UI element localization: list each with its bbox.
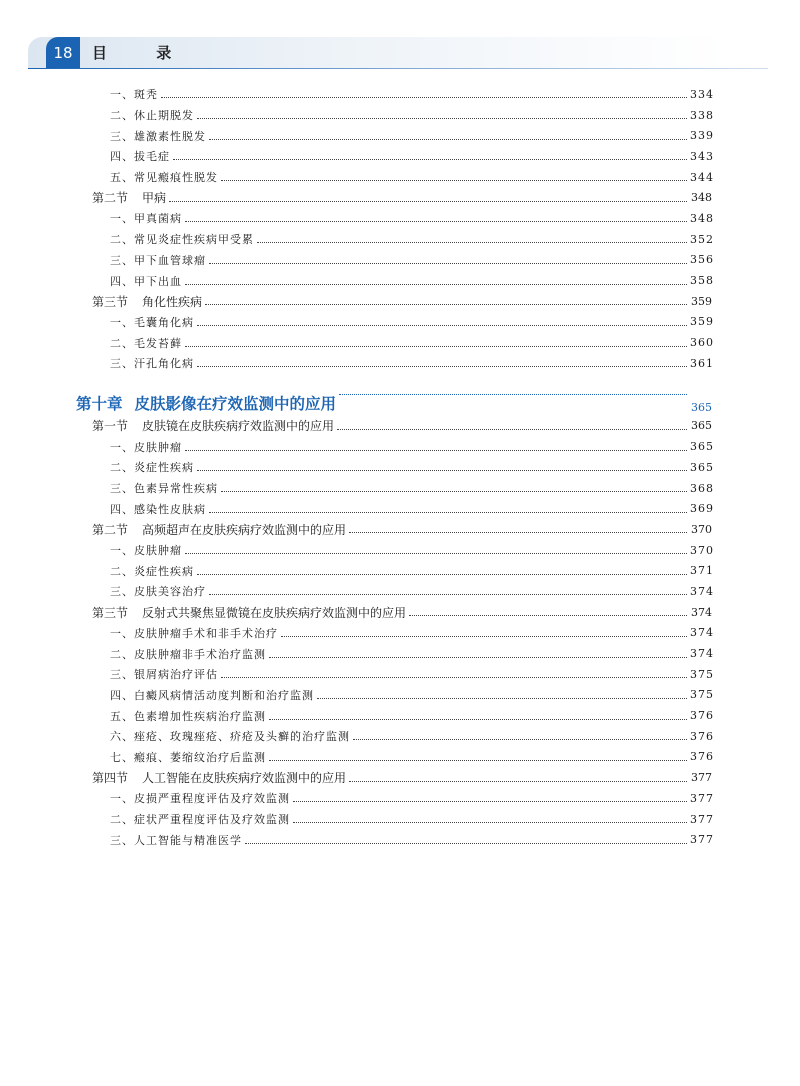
dot-leader: [205, 303, 687, 305]
toc-entry-label: 一、甲真菌病: [110, 212, 182, 226]
dot-leader: [209, 511, 687, 513]
toc-entry-label: [92, 521, 346, 538]
toc-section-row[interactable]: [0, 767, 800, 788]
toc-item-row[interactable]: [0, 167, 800, 188]
toc-entry-label: 四、拔毛症: [110, 150, 170, 164]
toc-entry-label: 三、银屑病治疗评估: [110, 668, 218, 682]
toc-page-number: 360: [690, 336, 714, 350]
toc-item-row[interactable]: [0, 643, 800, 664]
toc-entry-label: 四、感染性皮肤病: [110, 502, 206, 516]
dot-leader: [293, 800, 687, 802]
toc-page-number: 374: [691, 605, 712, 619]
dot-leader: [337, 428, 687, 430]
toc-section-row[interactable]: [0, 416, 800, 437]
dot-leader: [169, 200, 687, 202]
toc-entry-label: 二、症状严重程度评估及疗效监测: [110, 813, 290, 827]
toc-entry-label: 二、常见炎症性疾病甲受累: [110, 233, 254, 247]
toc-item-row[interactable]: [0, 353, 800, 374]
toc-page-number: 361: [690, 356, 714, 370]
toc-page-number: 368: [690, 481, 714, 495]
table-of-contents: [0, 84, 800, 850]
toc-entry-label: 七、瘢痕、萎缩纹治疗后监测: [110, 750, 266, 764]
toc-entry-title: 甲病: [142, 191, 167, 206]
toc-item-row[interactable]: [0, 312, 800, 333]
toc-entry-number: 第三节: [92, 294, 129, 309]
toc-page-number: 375: [690, 688, 714, 702]
dot-leader: [221, 676, 687, 678]
toc-section-row[interactable]: [0, 519, 800, 540]
toc-entry-title: 人工智能在皮肤疾病疗效监测中的应用: [142, 771, 347, 786]
dot-leader: [409, 614, 687, 616]
toc-entry-label: 六、痤疮、玫瑰痤疮、疥疮及头癣的治疗监测: [110, 730, 350, 744]
toc-page-number: 338: [690, 108, 714, 122]
page-header: [0, 0, 800, 80]
toc-entry-label: [92, 604, 406, 621]
dot-leader: [197, 365, 687, 367]
toc-item-row[interactable]: [0, 581, 800, 602]
toc-item-row[interactable]: [0, 623, 800, 644]
toc-entry-label: 一、毛囊角化病: [110, 315, 194, 329]
toc-entry-label: 一、皮损严重程度评估及疗效监测: [110, 792, 290, 806]
toc-item-row[interactable]: [0, 664, 800, 685]
dot-leader: [185, 449, 687, 451]
dot-leader: [221, 490, 687, 492]
toc-page-number: 374: [690, 584, 714, 598]
toc-entry-label: 一、皮肤肿瘤手术和非手术治疗: [110, 626, 278, 640]
dot-leader: [197, 117, 687, 119]
dot-leader: [339, 393, 687, 395]
toc-item-row[interactable]: [0, 332, 800, 353]
toc-page-number: 377: [690, 791, 714, 805]
toc-section-row[interactable]: [0, 291, 800, 312]
toc-entry-label: 三、汗孔角化病: [110, 357, 194, 371]
toc-page-number: 376: [690, 729, 714, 743]
toc-page-number: 375: [690, 667, 714, 681]
toc-entry-title: 角化性疾病: [142, 294, 203, 309]
toc-page-number: 334: [690, 87, 714, 101]
dot-leader: [221, 179, 687, 181]
toc-entry-number: 第二节: [92, 522, 129, 537]
toc-entry-label: 三、人工智能与精准医学: [110, 833, 242, 847]
toc-entry-label: 一、皮肤肿瘤: [110, 544, 182, 558]
toc-item-row[interactable]: [0, 270, 800, 291]
toc-page-number: 376: [690, 709, 714, 723]
dot-leader: [349, 531, 687, 533]
toc-item-row[interactable]: [0, 208, 800, 229]
toc-item-row[interactable]: [0, 436, 800, 457]
toc-entry-label: 二、炎症性疾病: [110, 564, 194, 578]
toc-chapter-row[interactable]: [0, 382, 800, 416]
dot-leader: [185, 283, 687, 285]
toc-entry-label: 四、白癜风病情活动度判断和治疗监测: [110, 688, 314, 702]
toc-item-row[interactable]: [0, 498, 800, 519]
dot-leader: [269, 759, 687, 761]
toc-page-number: 371: [690, 564, 714, 578]
page-title: 目 录: [92, 44, 194, 62]
dot-leader: [197, 469, 687, 471]
dot-leader: [173, 158, 687, 160]
toc-item-row[interactable]: [0, 685, 800, 706]
dot-leader: [281, 635, 687, 637]
toc-entry-label: 四、甲下出血: [110, 274, 182, 288]
toc-entry-label: 二、炎症性疾病: [110, 461, 194, 475]
toc-entry-label: 三、雄激素性脱发: [110, 129, 206, 143]
toc-item-row[interactable]: [0, 146, 800, 167]
toc-entry-label: [92, 769, 346, 786]
toc-entry-number: 第三节: [92, 605, 129, 620]
toc-entry-label: 三、皮肤美容治疗: [110, 585, 206, 599]
toc-entry-label: 五、色素增加性疾病治疗监测: [110, 709, 266, 723]
toc-item-row[interactable]: [0, 540, 800, 561]
toc-page-number: 365: [690, 460, 714, 474]
toc-entry-title: 皮肤镜在皮肤疾病疗效监测中的应用: [142, 419, 335, 434]
dot-leader: [317, 697, 687, 699]
toc-page-number: 352: [690, 232, 714, 246]
dot-leader: [245, 842, 687, 844]
toc-entry-number: 第一节: [92, 419, 129, 434]
dot-leader: [269, 718, 687, 720]
toc-entry-number: 第二节: [92, 191, 129, 206]
toc-entry-label: 三、色素异常性疾病: [110, 482, 218, 496]
dot-leader: [161, 96, 687, 98]
toc-section-row[interactable]: [0, 187, 800, 208]
dot-leader: [185, 345, 687, 347]
page-number-badge: 18: [46, 37, 80, 69]
toc-entry-title: 皮肤影像在疗效监测中的应用: [134, 393, 337, 413]
toc-item-row[interactable]: [0, 105, 800, 126]
toc-item-row[interactable]: [0, 478, 800, 499]
toc-item-row[interactable]: [0, 125, 800, 146]
toc-page-number: 359: [690, 315, 714, 329]
dot-leader: [197, 324, 687, 326]
toc-page-number: 377: [691, 771, 712, 785]
toc-page-number: 369: [690, 502, 714, 516]
dot-leader: [209, 138, 687, 140]
toc-page-number: 339: [690, 129, 714, 143]
toc-entry-label: [92, 293, 202, 310]
toc-page-number: 358: [690, 274, 714, 288]
dot-leader: [269, 656, 687, 658]
toc-page-number: 359: [691, 294, 712, 308]
toc-page-number: 374: [690, 626, 714, 640]
dot-leader: [257, 241, 687, 243]
toc-entry-label: 二、休止期脱发: [110, 109, 194, 123]
toc-section-row[interactable]: [0, 602, 800, 623]
toc-entry-label: 五、常见瘢痕性脱发: [110, 171, 218, 185]
toc-entry-label: 一、皮肤肿瘤: [110, 440, 182, 454]
toc-page-number: 365: [691, 419, 712, 433]
toc-entry-label: 一、斑秃: [110, 88, 158, 102]
toc-entry-title: 高频超声在皮肤疾病疗效监测中的应用: [142, 522, 347, 537]
toc-page-number: 370: [690, 543, 714, 557]
toc-page-number: 377: [690, 812, 714, 826]
toc-entry-number: 第四节: [92, 771, 129, 786]
toc-item-row[interactable]: [0, 250, 800, 271]
toc-item-row[interactable]: [0, 229, 800, 250]
toc-entry-number: 第十章: [76, 393, 123, 413]
dot-leader: [349, 780, 687, 782]
toc-page-number: 376: [690, 750, 714, 764]
toc-item-row[interactable]: [0, 726, 800, 747]
toc-item-row[interactable]: [0, 809, 800, 830]
toc-item-row[interactable]: [0, 84, 800, 105]
toc-page-number: 370: [691, 522, 712, 536]
dot-leader: [353, 738, 687, 740]
toc-entry-label: 二、皮肤肿瘤非手术治疗监测: [110, 647, 266, 661]
dot-leader: [197, 573, 687, 575]
dot-leader: [293, 821, 687, 823]
toc-entry-label: 二、毛发苔藓: [110, 336, 182, 350]
toc-entry-title: 反射式共聚焦显微镜在皮肤疾病疗效监测中的应用: [142, 605, 407, 620]
toc-page-number: 348: [691, 191, 712, 205]
toc-page-number: 344: [690, 170, 714, 184]
dot-leader: [209, 262, 687, 264]
toc-page-number: 365: [691, 400, 712, 414]
dot-leader: [185, 552, 687, 554]
toc-item-row[interactable]: [0, 747, 800, 768]
toc-page-number: 348: [690, 211, 714, 225]
toc-item-row[interactable]: [0, 560, 800, 581]
toc-page-number: 343: [690, 149, 714, 163]
dot-leader: [209, 593, 687, 595]
toc-entry-label: 三、甲下血管球瘤: [110, 253, 206, 267]
toc-page-number: 377: [690, 833, 714, 847]
toc-item-row[interactable]: [0, 829, 800, 850]
toc-item-row[interactable]: [0, 788, 800, 809]
toc-page-number: 356: [690, 253, 714, 267]
toc-entry-label: [92, 189, 166, 206]
header-divider: [28, 68, 768, 69]
toc-item-row[interactable]: [0, 457, 800, 478]
dot-leader: [185, 220, 687, 222]
toc-entry-label: [76, 392, 336, 414]
toc-page-number: 374: [690, 647, 714, 661]
toc-entry-label: [92, 417, 334, 434]
toc-page-number: 365: [690, 440, 714, 454]
toc-item-row[interactable]: [0, 705, 800, 726]
